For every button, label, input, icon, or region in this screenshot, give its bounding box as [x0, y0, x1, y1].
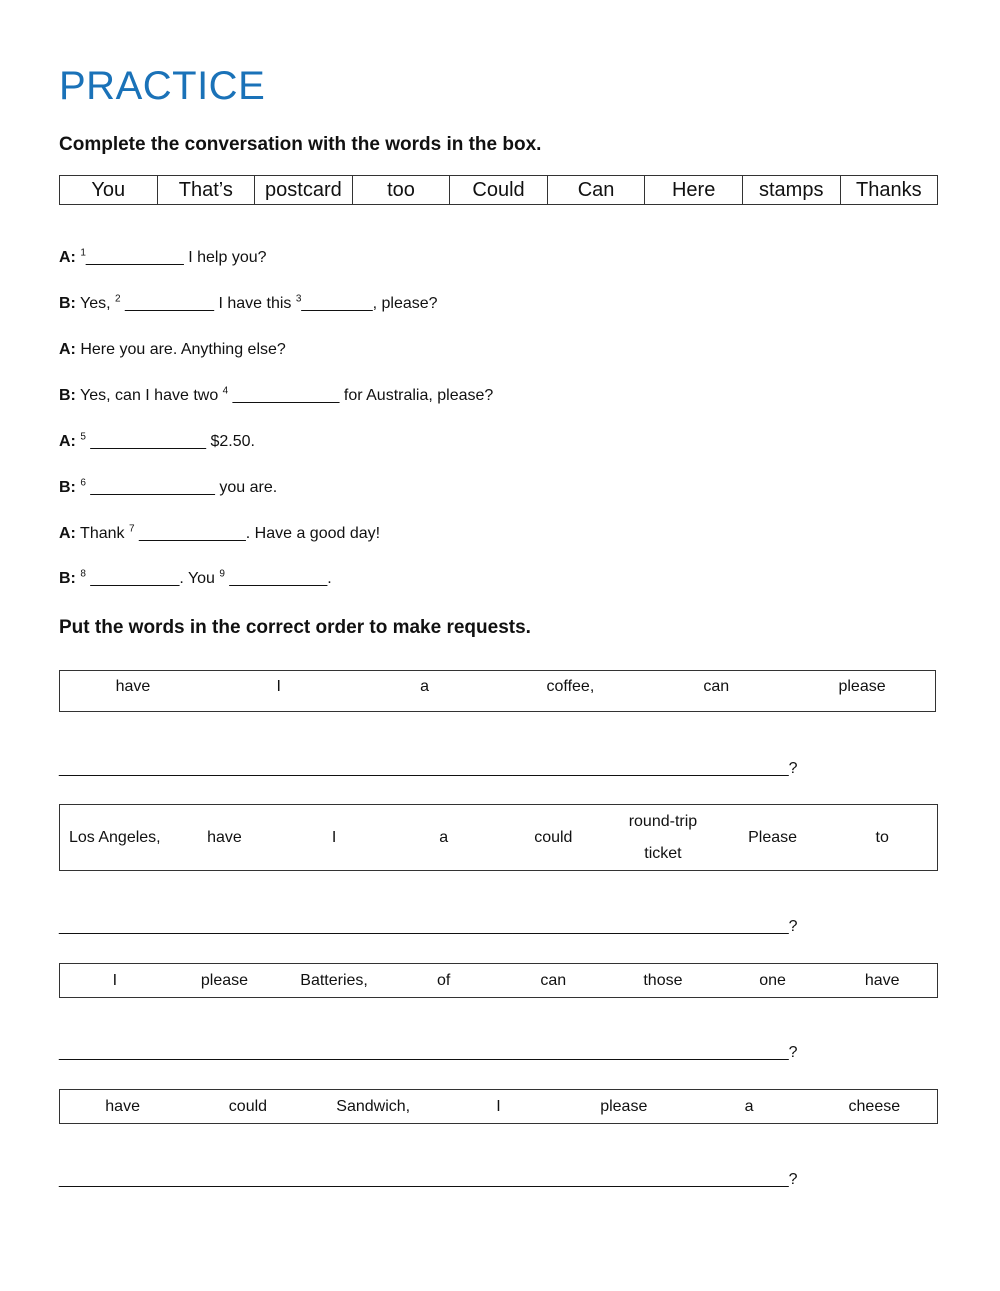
- word-box-cell: Thanks: [855, 178, 922, 201]
- speaker: A:: [59, 433, 76, 450]
- conversation-line: [59, 341, 286, 359]
- scramble-word: can: [703, 678, 730, 695]
- scramble-word: round-trip ticket: [628, 812, 698, 862]
- scramble-word: a: [744, 1097, 754, 1115]
- line-text: Yes, can I have two: [75, 387, 223, 404]
- scramble-word: could: [228, 1097, 268, 1115]
- line-text: __________ I have this: [120, 295, 296, 312]
- line-text: Thank: [75, 525, 129, 542]
- scramble-word: have: [864, 971, 900, 989]
- line-text: _____________ $2.50.: [85, 433, 255, 450]
- scramble-word: a: [439, 828, 449, 846]
- word-box-cell: stamps: [743, 176, 841, 204]
- scramble-word: to: [875, 828, 889, 846]
- blank-number: 8: [80, 568, 86, 580]
- scramble-word: those: [643, 971, 683, 989]
- answer-line[interactable]: __________________________________________________________________________________?: [59, 1171, 798, 1188]
- conversation-line: [59, 295, 438, 313]
- word-box-cell: postcard: [255, 176, 353, 204]
- conversation-line: [59, 433, 255, 451]
- speaker: A:: [59, 341, 76, 358]
- speaker: B:: [59, 479, 76, 496]
- scramble-word: please: [838, 678, 886, 695]
- line-text: ____________. Have a good day!: [134, 525, 381, 542]
- scramble-word: Sandwich,: [336, 1097, 411, 1115]
- blank-number: 2: [115, 293, 121, 305]
- instruction-1: Complete the conversation with the words in the box.: [59, 134, 542, 155]
- line-text: ______________ you are.: [85, 479, 278, 496]
- scramble-word: have: [207, 828, 242, 846]
- scramble-word: please: [200, 971, 249, 989]
- scramble-word: I: [496, 1097, 501, 1115]
- scramble-word: of: [437, 971, 451, 989]
- word-box-cell: You: [60, 176, 158, 204]
- blank-number: 4: [222, 385, 229, 397]
- speaker: B:: [59, 387, 76, 404]
- speaker: A:: [59, 525, 76, 542]
- scramble-word: Please: [748, 828, 798, 846]
- scramble-word: cheese: [848, 1097, 901, 1115]
- scramble-word: Los Angeles,: [69, 828, 161, 846]
- answer-line[interactable]: __________________________________________________________________________________?: [59, 1044, 798, 1061]
- line-text: __________. You: [85, 570, 220, 587]
- speaker: A:: [59, 249, 76, 266]
- speaker: B:: [59, 570, 76, 587]
- conversation-line: [59, 570, 332, 588]
- conversation-line: [59, 525, 380, 543]
- scramble-word: please: [600, 1097, 648, 1115]
- blank-number: 9: [219, 568, 225, 580]
- line-text: ___________.: [224, 570, 332, 587]
- blank-number: 5: [80, 431, 86, 443]
- conversation-line: [59, 249, 267, 267]
- scramble-word: have: [115, 678, 151, 695]
- line-text: ____________ for Australia, please?: [228, 387, 494, 404]
- instruction-2: Put the words in the correct order to make requests.: [59, 617, 531, 638]
- conversation-line: [59, 387, 493, 405]
- speaker: B:: [59, 295, 76, 312]
- word-box-cell: too: [353, 176, 451, 204]
- blank-number: 3: [295, 293, 302, 305]
- page-title: PRACTICE: [59, 64, 266, 108]
- blank-number: 6: [80, 477, 86, 489]
- scramble-word: I: [331, 828, 337, 846]
- scramble-box: [59, 1089, 938, 1124]
- scramble-word: I: [276, 678, 281, 695]
- blank-number: 1: [80, 247, 86, 259]
- word-box-cell: That’s: [158, 176, 256, 204]
- word-box-cell: Could: [450, 176, 548, 204]
- word-box-cell: Here: [645, 176, 743, 204]
- scramble-box: [59, 804, 938, 871]
- scramble-word: I: [112, 971, 118, 989]
- line-text: Here you are. Anything else?: [75, 341, 286, 358]
- scramble-word: coffee,: [546, 678, 595, 695]
- answer-line[interactable]: __________________________________________________________________________________?: [59, 760, 798, 777]
- line-text: ________, please?: [301, 295, 438, 312]
- line-text: Yes,: [75, 295, 116, 312]
- answer-line[interactable]: __________________________________________________________________________________?: [59, 918, 798, 935]
- scramble-box: [59, 670, 936, 712]
- conversation-line: [59, 479, 277, 497]
- line-text: ___________ I help you?: [85, 249, 267, 266]
- blank-number: 7: [128, 523, 135, 535]
- scramble-word: could: [534, 828, 573, 846]
- scramble-box: [59, 963, 938, 998]
- word-box-cell: Can: [548, 176, 646, 204]
- scramble-word: can: [540, 971, 567, 989]
- scramble-word: Batteries,: [300, 971, 368, 989]
- word-box: [59, 175, 938, 205]
- scramble-word: have: [105, 1097, 140, 1115]
- scramble-word: one: [759, 971, 786, 989]
- scramble-word: a: [420, 678, 430, 695]
